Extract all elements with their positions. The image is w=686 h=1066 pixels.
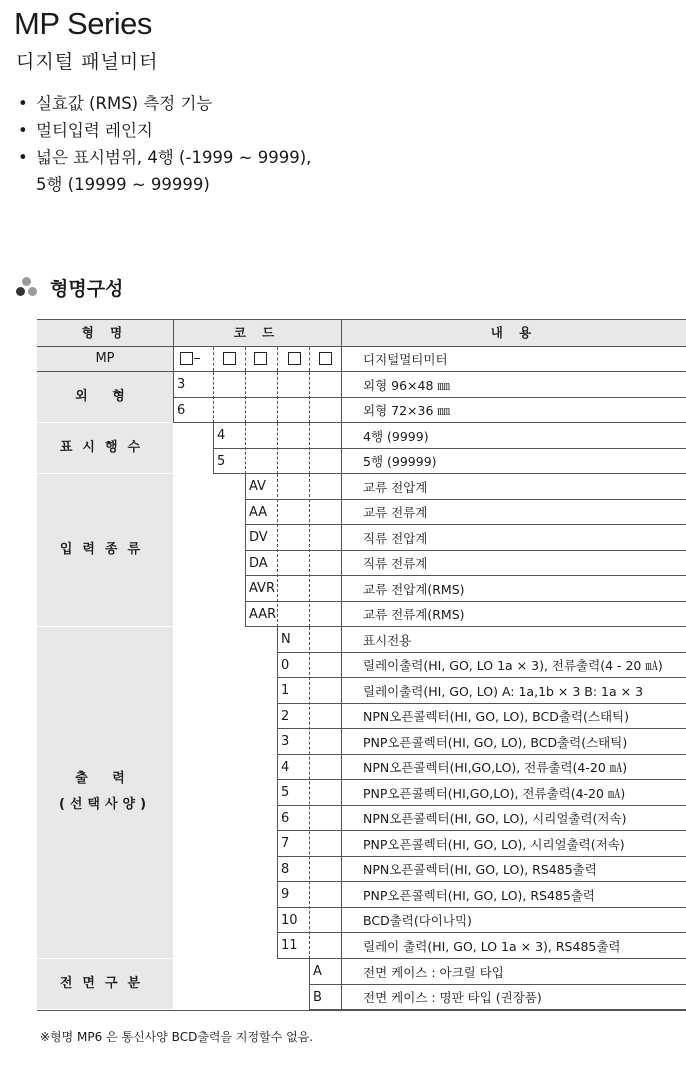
row-divider [37, 371, 686, 372]
code-output-6: 5 [281, 785, 290, 801]
column-line [341, 320, 342, 1010]
feature-item: • 넓은 표시범위, 4행 (-1999 ~ 9999), [18, 144, 311, 171]
desc-input-3: 직류 전류계 [363, 556, 428, 572]
code-divider [213, 423, 214, 474]
desc-front-1: 전면 케이스 : 명판 타입 (권장품) [363, 990, 542, 1006]
footnote: ※형명 MP6 은 통신사양 BCD출력을 지정할수 없음. [40, 1030, 314, 1044]
code-output-5: 4 [281, 759, 290, 775]
row-divider [213, 448, 686, 449]
code-front-0: A [313, 964, 322, 980]
code-divider [277, 627, 278, 959]
column-line [173, 320, 174, 371]
desc-output-12: 릴레이 출력(HI, GO, LO 1a × 3), RS485출력 [363, 938, 621, 954]
page-title: MP Series [14, 6, 152, 41]
row-divider [213, 473, 686, 474]
model-label: MP [37, 347, 173, 371]
desc-output-11: BCD출력(다이나믹) [363, 913, 472, 929]
feature-item-continued: 5행 (19999 ~ 99999) [36, 175, 210, 194]
column-dash [309, 372, 310, 423]
row-divider [245, 601, 686, 602]
column-dash [277, 347, 278, 371]
code-input-0: AV [249, 479, 266, 495]
feature-list [18, 90, 311, 198]
code-digits-1: 5 [217, 453, 226, 469]
header-model: 형 명 [37, 320, 173, 346]
column-dash [277, 372, 278, 423]
desc-input-0: 교류 전압계 [363, 479, 428, 495]
desc-output-6: PNP오픈콜렉터(HI,GO,LO), 전류출력(4-20 ㎃) [363, 785, 626, 801]
code-output-12: 11 [281, 938, 298, 954]
group-label-text: 표시행수 [59, 440, 151, 455]
desc-front-0: 전면 케이스 : 아크릴 타입 [363, 964, 504, 980]
feature-item: • 멀티입력 레인지 [18, 117, 311, 144]
group-label-input [37, 474, 173, 626]
row-divider [173, 422, 686, 423]
code-output-1: 0 [281, 657, 290, 673]
column-dash [245, 372, 246, 423]
column-dash [213, 372, 214, 423]
desc-output-9: NPN오픈콜렉터(HI, GO, LO), RS485출력 [363, 862, 597, 878]
section-heading [14, 274, 123, 301]
code-output-0: N [281, 632, 291, 648]
row-divider [245, 499, 686, 500]
group-label-sub: (선택사양) [58, 797, 152, 813]
code-divider [309, 959, 310, 1010]
group-label-size [37, 372, 173, 422]
column-dash [213, 347, 214, 371]
code-output-2: 1 [281, 683, 290, 699]
code-box-3 [254, 352, 267, 365]
code-input-4: AVR [249, 581, 275, 597]
code-input-2: DV [249, 530, 268, 546]
code-box-2 [223, 352, 236, 365]
code-divider [245, 474, 246, 627]
feature-item: • 실효값 (RMS) 측정 기능 [18, 90, 311, 117]
desc-output-2: 릴레이출력(HI, GO, LO) A: 1a,1b × 3 B: 1a × 3 [363, 683, 644, 699]
code-input-3: DA [249, 555, 268, 571]
column-dash [245, 423, 246, 474]
group-label-text: 출 력 [75, 771, 135, 787]
desc-output-7: NPN오픈콜렉터(HI, GO, LO), 시리얼출력(저속) [363, 811, 627, 827]
header-code: 코 드 [173, 320, 341, 346]
code-box-1 [180, 352, 193, 365]
header-content: 내 용 [342, 320, 686, 346]
code-output-3: 2 [281, 708, 290, 724]
header-divider [37, 346, 686, 347]
column-dash [309, 627, 310, 959]
column-dash [309, 347, 310, 371]
code-input-1: AA [249, 504, 268, 520]
code-output-9: 8 [281, 861, 290, 877]
desc-output-1: 릴레이출력(HI, GO, LO 1a × 3), 전류출력(4 - 20 ㎃) [363, 658, 663, 674]
bullet-icon: • [18, 121, 28, 140]
group-label-front [37, 959, 173, 1009]
dash-icon [194, 358, 200, 359]
model-desc: 디지털멀티미터 [363, 352, 448, 367]
table-top-line [37, 319, 686, 320]
desc-output-0: 표시전용 [363, 632, 412, 648]
group-label-text: 전면구분 [59, 976, 151, 991]
group-label-text: 입력종류 [59, 542, 151, 557]
code-output-10: 9 [281, 887, 290, 903]
three-dots-icon [14, 277, 40, 299]
code-output-11: 10 [281, 912, 298, 928]
code-output-8: 7 [281, 836, 290, 852]
section-title: 형명구성 [50, 278, 124, 300]
group-label-digits [37, 423, 173, 473]
code-box-4 [288, 352, 301, 365]
desc-output-8: PNP오픈콜렉터(HI, GO, LO), 시리얼출력(저속) [363, 836, 625, 852]
bullet-icon: • [18, 94, 28, 113]
table-bottom-line [37, 1010, 686, 1011]
code-output-4: 3 [281, 734, 290, 750]
code-output-7: 6 [281, 810, 290, 826]
code-front-1: B [313, 989, 322, 1005]
bullet-icon: • [18, 148, 28, 167]
desc-output-5: NPN오픈콜렉터(HI,GO,LO), 전류출력(4-20 ㎃) [363, 760, 628, 776]
desc-output-10: PNP오픈콜렉터(HI, GO, LO), RS485출력 [363, 887, 595, 903]
row-divider [245, 626, 686, 627]
desc-output-3: NPN오픈콜렉터(HI, GO, LO), BCD출력(스태틱) [363, 709, 630, 725]
code-size-1: 6 [177, 402, 186, 418]
code-box-5 [319, 352, 332, 365]
page-subtitle: 디지털 패널미터 [16, 51, 159, 73]
desc-size-0: 외형 96×48 ㎜ [363, 377, 450, 393]
row-divider [245, 524, 686, 525]
desc-size-1: 외형 72×36 ㎜ [363, 403, 450, 419]
desc-input-1: 교류 전류계 [363, 505, 428, 521]
group-label-text: 외 형 [75, 389, 135, 404]
desc-output-4: PNP오픈콜렉터(HI, GO, LO), BCD출력(스태틱) [363, 734, 628, 750]
row-divider [245, 575, 686, 576]
desc-digits-1: 5행 (99999) [363, 454, 437, 470]
code-size-0: 3 [177, 377, 186, 393]
code-divider [173, 372, 174, 423]
column-dash [277, 474, 278, 627]
desc-input-4: 교류 전압계(RMS) [363, 581, 465, 597]
code-digits-0: 4 [217, 428, 226, 444]
column-dash [309, 423, 310, 474]
code-input-5: AAR [249, 606, 277, 622]
column-dash [277, 423, 278, 474]
desc-input-2: 직류 전압계 [363, 530, 428, 546]
desc-digits-0: 4행 (9999) [363, 428, 429, 444]
group-label-output [37, 627, 173, 958]
column-dash [245, 347, 246, 371]
row-divider [245, 550, 686, 551]
row-divider [277, 907, 686, 908]
desc-input-5: 교류 전류계(RMS) [363, 607, 465, 623]
column-dash [309, 474, 310, 627]
